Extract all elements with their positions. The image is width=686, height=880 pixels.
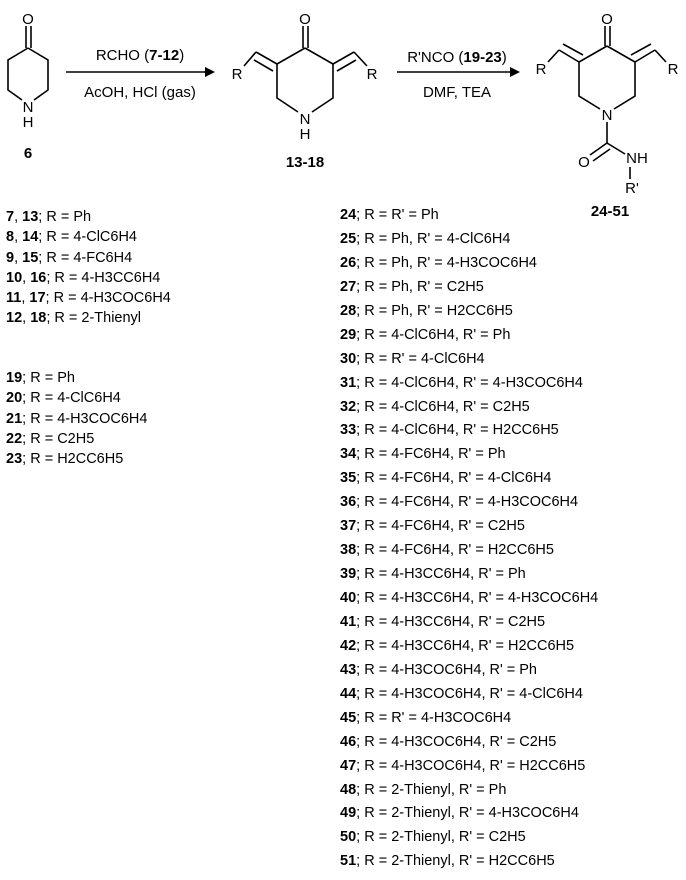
compound-number: 33 — [340, 422, 357, 439]
compound-number: 11 — [6, 290, 22, 307]
compound-number: 49 — [340, 805, 357, 822]
legend-entry — [340, 228, 598, 252]
product-legend — [340, 204, 598, 874]
compound-number: 12 — [6, 310, 23, 327]
compound-number: 20 — [6, 390, 23, 407]
substituent-definition: ; R = 4-H3COC6H4, R' = 4-ClC6H4 — [356, 685, 583, 702]
atom-label: N — [299, 111, 311, 128]
legend-entry — [6, 429, 147, 449]
legend-entry — [340, 731, 598, 755]
legend-entry — [340, 443, 598, 467]
legend-entry — [340, 683, 598, 707]
legend-entry — [6, 368, 147, 388]
substituent-definition: ; R = C2H5 — [22, 430, 95, 447]
legend-entry — [6, 449, 147, 469]
substituent-definition: ; R = H2CC6H5 — [22, 451, 124, 468]
legend-entry — [340, 324, 598, 348]
substituent-definition: ; R = 4-FC6H4, R' = 4-H3COC6H4 — [356, 494, 579, 511]
compound-number: 30 — [340, 350, 357, 367]
substituent-definition: ; R = 4-H3COC6H4, R' = Ph — [356, 661, 538, 678]
aldehyde-legend — [6, 207, 171, 329]
legend-entry — [340, 204, 598, 228]
step1-conditions: AcOH, HCl (gas) — [84, 84, 196, 101]
atom-label: H — [299, 126, 311, 143]
compound-number: 21 — [6, 410, 23, 427]
atom-label: NH — [626, 150, 648, 167]
atom-label: R — [366, 66, 378, 83]
substituent-definition: ; R = 4-FC6H4, R' = H2CC6H5 — [356, 542, 554, 559]
substituent-definition: ; R = 4-FC6H4, R' = 4-ClC6H4 — [356, 470, 552, 487]
legend-entry: 12, 18; R = 2-Thienyl — [6, 310, 142, 327]
atom-label: O — [22, 11, 34, 28]
step2-conditions: DMF, TEA — [422, 84, 492, 101]
substituent-definition: ; R = 4-H3COC6H4 — [22, 410, 148, 427]
compound-number: 34 — [340, 446, 357, 463]
substituent-definition: ; R = Ph — [38, 209, 92, 225]
substituent-definition: ; R = 4-FC6H4, R' = C2H5 — [356, 518, 525, 535]
legend-entry — [340, 348, 598, 372]
compound-number: 8 — [6, 229, 15, 246]
legend-entry — [340, 802, 598, 826]
substituent-definition: ; R = 2-Thienyl, R' = C2H5 — [356, 829, 526, 846]
legend-entry: 9, 15; R = 4-FC6H4 — [6, 249, 133, 266]
substituent-definition: ; R = 2-Thienyl, R' = Ph — [356, 781, 507, 798]
legend-entry — [340, 276, 598, 300]
substituent-definition: ; R = 4-FC6H4 — [38, 249, 133, 266]
atom-label: R — [667, 61, 679, 78]
substituent-definition: ; R = R' = Ph — [356, 207, 439, 223]
substituent-definition: ; R = 2-Thienyl, R' = 4-H3COC6H4 — [356, 805, 579, 822]
legend-entry — [340, 779, 598, 803]
compound-number: 36 — [340, 494, 357, 511]
substituent-definition: ; R = Ph, R' = 4-ClC6H4 — [356, 230, 511, 247]
compound-number: 45 — [340, 709, 357, 726]
compound-label: 6 — [23, 145, 33, 162]
legend-entry — [340, 539, 598, 563]
compound-number: 17 — [29, 290, 46, 307]
legend-entry — [340, 419, 598, 443]
substituent-definition: ; R = 4-H3CC6H4 — [46, 269, 161, 286]
compound-number: 13 — [22, 209, 39, 225]
atom-label: O — [601, 11, 613, 28]
compound-number: 19 — [6, 370, 23, 386]
substituent-definition: ; R = Ph, R' = 4-H3COC6H4 — [356, 254, 538, 271]
compound-number: 41 — [340, 613, 357, 630]
compound-number: 27 — [340, 278, 357, 295]
substituent-definition: ; R = 2-Thienyl — [46, 310, 142, 327]
substituent-definition: ; R = 4-H3CC6H4, R' = 4-H3COC6H4 — [356, 590, 599, 606]
compound-number: 43 — [340, 661, 357, 678]
legend-entry — [340, 467, 598, 491]
compound-number: 50 — [340, 829, 357, 846]
compound-number: 37 — [340, 518, 357, 535]
atom-label: O — [578, 154, 590, 171]
compound-number: 46 — [340, 733, 357, 750]
legend-entry — [340, 826, 598, 850]
atom-label: R — [535, 61, 547, 78]
legend-entry — [340, 755, 598, 779]
substituent-definition: ; R = 4-ClC6H4, R' = 4-H3COC6H4 — [356, 374, 583, 391]
compound-number: 29 — [340, 326, 357, 343]
legend-entry — [340, 491, 598, 515]
compound-number: 51 — [340, 853, 357, 870]
legend-entry: 8, 14; R = 4-ClC6H4 — [6, 229, 137, 246]
compound-number: 15 — [22, 249, 39, 266]
compound-number: 10 — [6, 269, 23, 286]
arrowhead-icon — [510, 67, 520, 77]
compound-number: 48 — [340, 781, 357, 798]
legend-entry — [340, 611, 598, 635]
substituent-definition: ; R = 4-H3COC6H4 — [45, 290, 171, 307]
substituent-definition: ; R = Ph — [22, 370, 75, 386]
compound-number: 18 — [30, 310, 47, 327]
atom-label: R — [231, 66, 243, 83]
compound-number: 9 — [6, 249, 15, 266]
legend-entry: 11, 17; R = 4-H3COC6H4 — [6, 290, 171, 307]
compound-number: 26 — [340, 254, 357, 271]
substituent-definition: ; R = 2-Thienyl, R' = H2CC6H5 — [356, 853, 555, 870]
legend-entry — [340, 515, 598, 539]
substituent-definition: ; R = 4-H3CC6H4, R' = Ph — [356, 566, 526, 583]
substituent-definition: ; R = 4-H3CC6H4, R' = H2CC6H5 — [356, 637, 575, 654]
structure-6 — [8, 26, 48, 100]
compound-number: 24 — [340, 207, 357, 223]
legend-entry — [340, 563, 598, 587]
legend-entry — [340, 850, 598, 874]
compound-number: 31 — [340, 374, 357, 391]
legend-entry: 7, 13; R = Ph — [6, 209, 92, 225]
compound-number: 39 — [340, 566, 357, 583]
structure-24-51 — [548, 26, 666, 179]
atom-label: N — [601, 107, 613, 124]
legend-entry — [340, 587, 598, 611]
compound-number: 25 — [340, 230, 357, 247]
compound-label: 13-18 — [285, 154, 325, 171]
legend-entry — [340, 300, 598, 324]
arrowhead-icon — [205, 67, 215, 77]
substituent-definition: ; R = 4-ClC6H4 — [22, 390, 121, 407]
atom-label: H — [22, 114, 34, 131]
reaction-scheme — [0, 0, 686, 225]
compound-number: 44 — [340, 685, 357, 702]
step1-reagent: RCHO (7-12) — [95, 47, 185, 64]
legend-entry: 10, 16; R = 4-H3CC6H4 — [6, 269, 161, 286]
substituent-definition: ; R = 4-ClC6H4 — [38, 229, 137, 246]
substituent-definition: ; R = 4-ClC6H4, R' = Ph — [356, 326, 511, 343]
compound-number: 32 — [340, 398, 357, 415]
substituent-definition: ; R = Ph, R' = H2CC6H5 — [356, 302, 513, 319]
legend-entry — [340, 396, 598, 420]
substituent-definition: ; R = 4-ClC6H4, R' = H2CC6H5 — [356, 422, 559, 439]
legend-entry — [340, 707, 598, 731]
substituent-definition: ; R = 4-FC6H4, R' = Ph — [356, 446, 506, 463]
substituent-definition: ; R = 4-H3COC6H4, R' = C2H5 — [356, 733, 557, 750]
compound-number: 42 — [340, 637, 357, 654]
compound-number: 38 — [340, 542, 357, 559]
substituent-definition: ; R = 4-H3COC6H4, R' = H2CC6H5 — [356, 757, 586, 774]
isocyanate-legend — [6, 368, 147, 469]
atom-label: O — [299, 11, 311, 28]
legend-entry — [6, 388, 147, 408]
compound-number: 47 — [340, 757, 357, 774]
atom-label: N — [22, 99, 34, 116]
legend-entry — [6, 409, 147, 429]
compound-number: 40 — [340, 590, 357, 606]
compound-number: 7 — [6, 209, 15, 225]
step2-reagent: R'NCO (19-23) — [407, 49, 507, 66]
compound-number: 23 — [6, 451, 23, 468]
substituent-definition: ; R = R' = 4-H3COC6H4 — [356, 709, 512, 726]
compound-number: 16 — [30, 269, 47, 286]
atom-label: R' — [625, 180, 639, 197]
legend-entry — [340, 635, 598, 659]
legend-entry — [340, 659, 598, 683]
compound-label: 24-51 — [590, 203, 630, 220]
compound-number: 35 — [340, 470, 357, 487]
legend-entry — [340, 252, 598, 276]
substituent-definition: ; R = R' = 4-ClC6H4 — [356, 350, 485, 367]
compound-number: 14 — [22, 229, 39, 246]
compound-number: 22 — [6, 430, 23, 447]
structure-13-18 — [244, 26, 367, 112]
compound-number: 28 — [340, 302, 357, 319]
substituent-definition: ; R = 4-H3CC6H4, R' = C2H5 — [356, 613, 546, 630]
legend-entry — [340, 372, 598, 396]
substituent-definition: ; R = 4-ClC6H4, R' = C2H5 — [356, 398, 530, 415]
substituent-definition: ; R = Ph, R' = C2H5 — [356, 278, 484, 295]
